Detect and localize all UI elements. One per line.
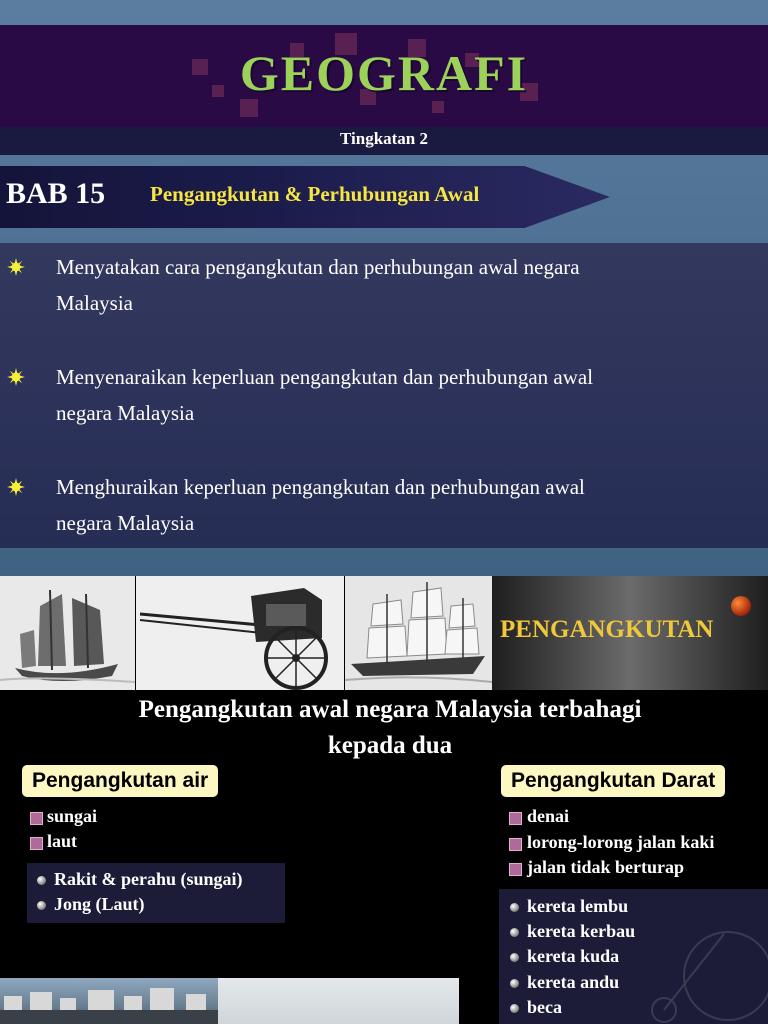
- sailing-ship-photo: [345, 576, 492, 690]
- round-bullet-icon: [510, 903, 519, 912]
- land-transport-label: Pengangkutan Darat: [501, 765, 725, 797]
- land-subitem-3: kereta kuda: [527, 946, 620, 966]
- land-item-2: lorong-lorong jalan kaki: [527, 832, 715, 852]
- square-bullet-icon: [30, 812, 43, 825]
- globe-icon: [731, 596, 751, 616]
- objective-item-3: [56, 469, 746, 541]
- village-houses-icon: [0, 978, 218, 1024]
- slide-heading: [60, 692, 720, 764]
- junk-ship-icon: [0, 576, 135, 690]
- square-bullet-icon: [509, 863, 522, 876]
- slide-subtitle: Tingkatan 2: [339, 129, 429, 148]
- land-subitem-5: beca: [527, 997, 562, 1017]
- round-bullet-icon: [37, 901, 46, 910]
- objective-1-line-2: Malaysia: [56, 291, 133, 315]
- round-bullet-icon: [510, 1004, 519, 1013]
- round-bullet-icon: [510, 953, 519, 962]
- land-item-3: jalan tidak berturap: [527, 857, 685, 877]
- round-bullet-icon: [510, 928, 519, 937]
- slide-title: GEOGRAFI: [239, 45, 529, 101]
- water-item-1: sungai: [47, 806, 98, 826]
- square-bullet-icon: [30, 837, 43, 850]
- sun-bullet-icon: [7, 368, 25, 386]
- rickshaw-photo: [136, 576, 344, 690]
- junk-ship-photo: [0, 576, 135, 690]
- banner-title: PENGANGKUTAN: [500, 616, 714, 643]
- penny-farthing-icon: [640, 906, 768, 1024]
- objective-2-line-2: negara Malaysia: [56, 401, 195, 425]
- chapter-title: Pengangkutan & Perhubungan Awal: [150, 182, 480, 206]
- water-subitem-1: Rakit & perahu (sungai): [54, 869, 243, 889]
- objective-item-1: [56, 249, 746, 321]
- round-bullet-icon: [37, 876, 46, 885]
- round-bullet-icon: [510, 979, 519, 988]
- sun-bullet-icon: [7, 478, 25, 496]
- objective-1-line-1: Menyatakan cara pengangkutan dan perhubungan awal negara: [56, 255, 580, 279]
- rickshaw-icon: [136, 576, 344, 690]
- water-transport-label: Pengangkutan air: [22, 765, 218, 797]
- objective-2-line-1: Menyenaraikan keperluan pengangkutan dan perhubungan awal: [56, 365, 594, 389]
- square-bullet-icon: [509, 812, 522, 825]
- chapter-number: BAB 15: [6, 177, 106, 210]
- land-subitem-4: kereta andu: [527, 972, 620, 992]
- land-item-1: denai: [527, 806, 570, 826]
- square-bullet-icon: [509, 838, 522, 851]
- objective-3-line-1: Menghuraikan keperluan pengangkutan dan perhubungan awal: [56, 475, 585, 499]
- land-subitem-2: kereta kerbau: [527, 921, 636, 941]
- heading-line-2: kepada dua: [327, 732, 453, 759]
- sun-bullet-icon: [7, 258, 25, 276]
- river-photo: [218, 978, 459, 1024]
- objective-item-2: [56, 359, 746, 431]
- village-photo: [0, 978, 218, 1024]
- land-subitem-1: kereta lembu: [527, 896, 629, 916]
- objective-3-line-2: negara Malaysia: [56, 511, 195, 535]
- heading-line-1: Pengangkutan awal negara Malaysia terbahagi: [138, 696, 642, 723]
- water-subitem-2: Jong (Laut): [54, 894, 145, 914]
- slide-pengangkutan: [0, 576, 768, 1024]
- water-item-2: laut: [47, 831, 78, 851]
- sailing-ship-icon: [345, 576, 492, 690]
